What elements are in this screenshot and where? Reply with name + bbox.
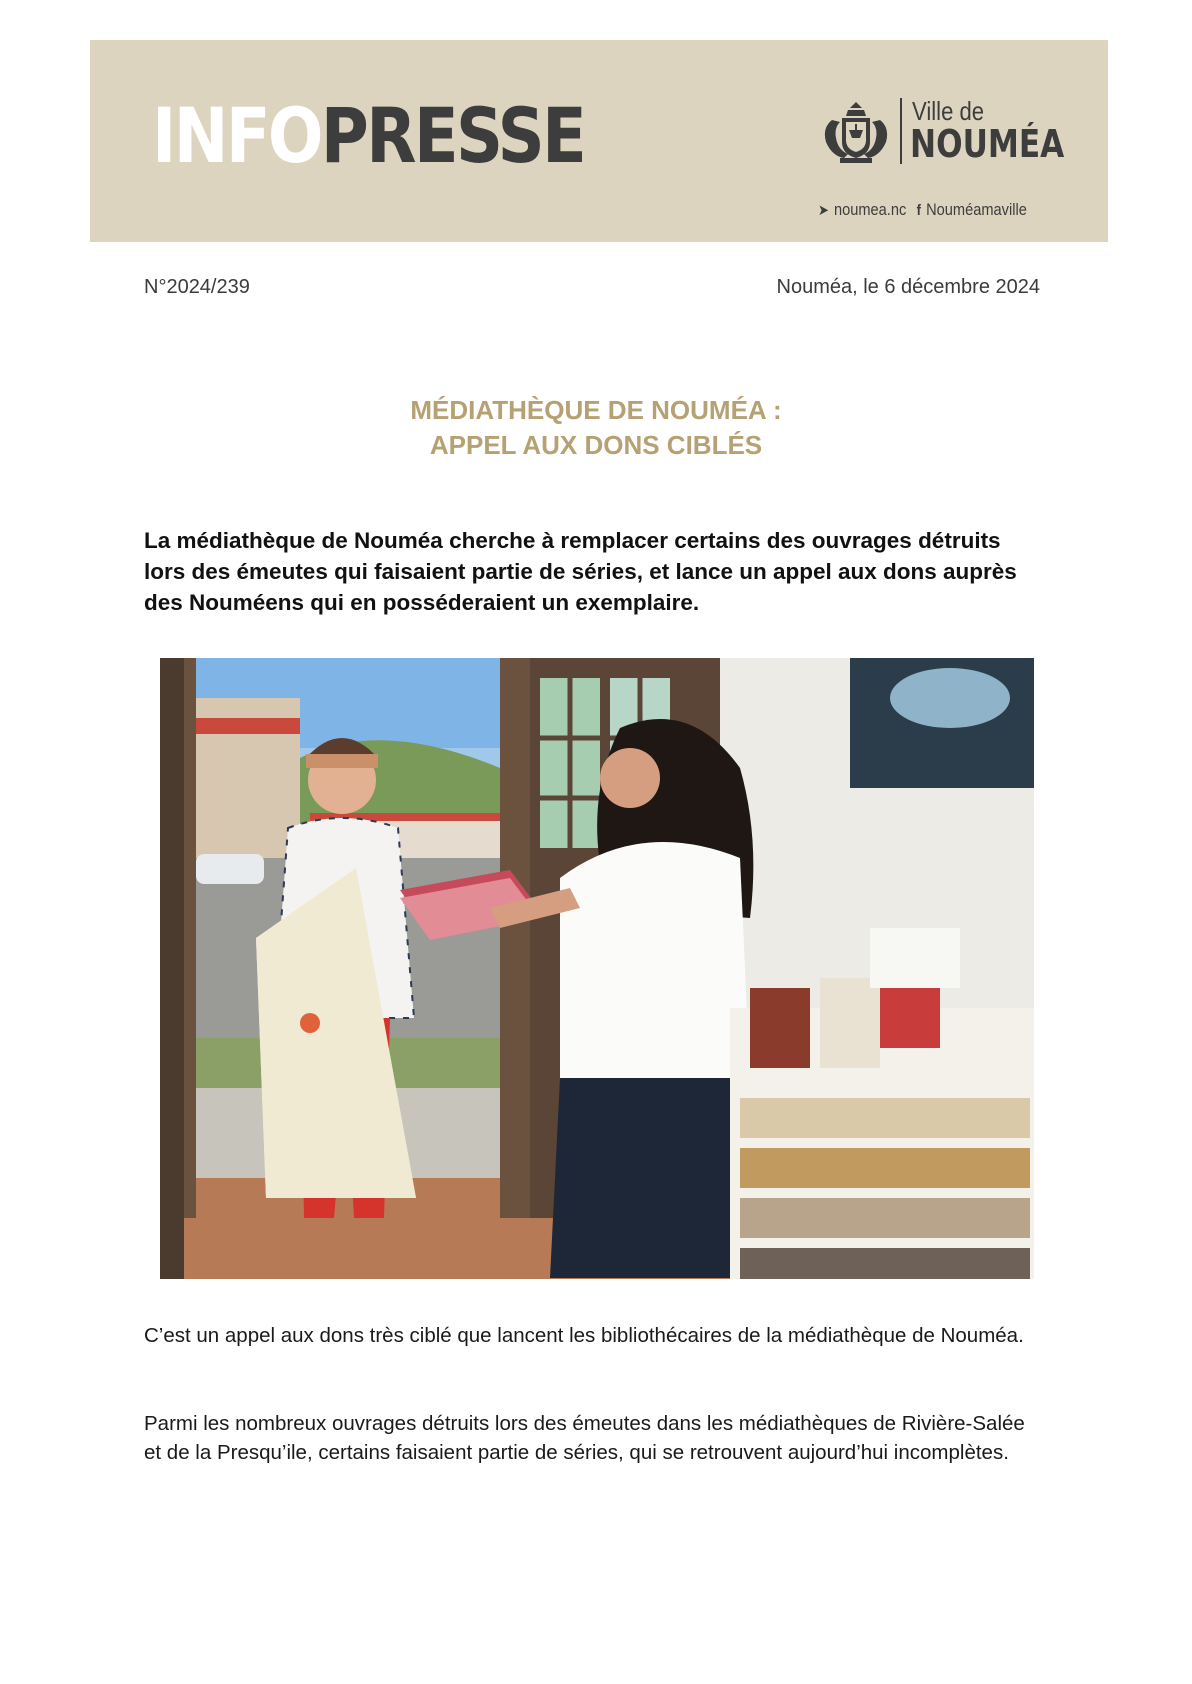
header-banner bbox=[90, 40, 1108, 242]
article-title-line2: APPEL AUX DONS CIBLÉS bbox=[429, 430, 763, 460]
ville-de-label: Ville de bbox=[912, 96, 985, 126]
noumea-label: NOUMÉA bbox=[910, 122, 1065, 166]
press-release-date: Nouméa, le 6 décembre 2024 bbox=[776, 276, 1040, 298]
brand-presse: PRESSE bbox=[320, 91, 585, 180]
infopresse-logo bbox=[152, 91, 585, 180]
brand-info: INFO bbox=[152, 91, 321, 180]
facebook-link[interactable]: Nouméamaville bbox=[926, 200, 1027, 219]
article-paragraph-1: C’est un appel aux dons très ciblé que lancent les bibliothécaires de la médiathèque de Nouméa. bbox=[144, 1324, 1024, 1347]
article-paragraph-2: Parmi les nombreux ouvrages détruits lors des émeutes dans les médiathèques de Rivière-Salée et de la Presqu’ile, certains faisaient partie de séries, qui se retrouvent aujourd’hui incomplètes. bbox=[144, 1412, 1025, 1464]
facebook-icon: f bbox=[916, 201, 921, 219]
article-lead: La médiathèque de Nouméa cherche à remplacer certains des ouvrages détruits lors des émeutes qui faisaient partie de séries, et lance un appel aux dons auprès des Nouméens qui en posséderaient un exemplaire. bbox=[144, 528, 1017, 615]
social-links bbox=[818, 200, 1027, 220]
press-release-number: N°2024/239 bbox=[144, 276, 250, 298]
photo-book-donation bbox=[160, 658, 1034, 1279]
article-title-line1: MÉDIATHÈQUE DE NOUMÉA : bbox=[410, 395, 782, 425]
logo-divider bbox=[900, 98, 902, 164]
ville-de-noumea-logo bbox=[818, 96, 1065, 219]
send-arrow-icon: ➤ bbox=[818, 202, 829, 219]
website-link[interactable]: noumea.nc bbox=[833, 200, 907, 219]
city-crest-icon bbox=[818, 100, 894, 164]
